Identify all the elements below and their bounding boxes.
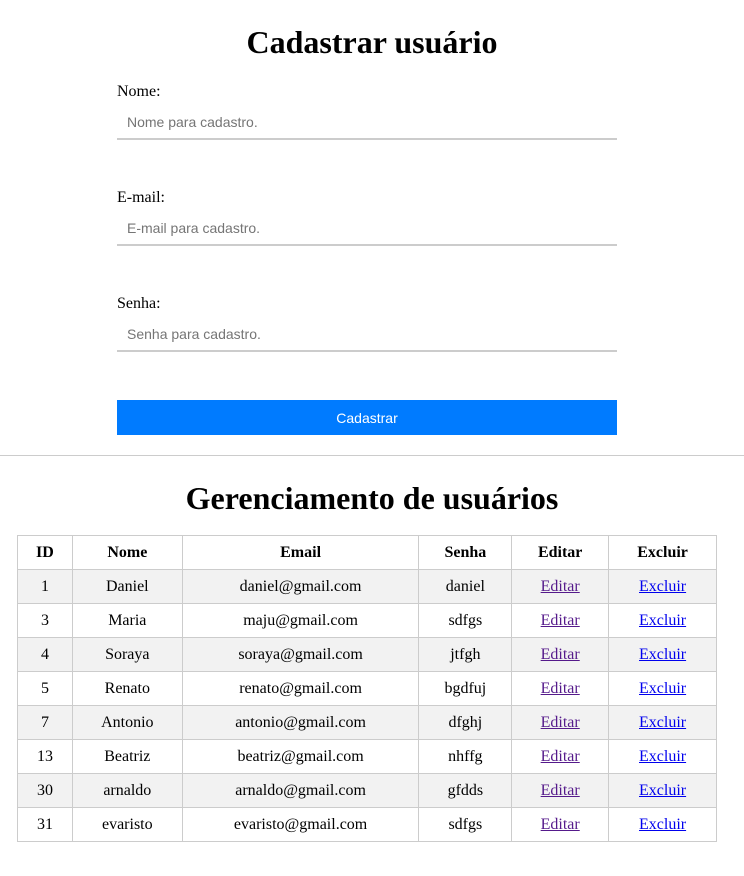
cell-email: maju@gmail.com: [182, 604, 419, 638]
cell-edit: [512, 570, 609, 604]
edit-link[interactable]: Editar: [540, 611, 580, 629]
cell-email: daniel@gmail.com: [182, 570, 419, 604]
cell-password: dfghj: [419, 706, 512, 740]
cell-email: evaristo@gmail.com: [182, 808, 419, 842]
cell-id: 7: [18, 706, 73, 740]
column-header-edit: Editar: [512, 536, 609, 570]
cell-password: sdfgs: [419, 604, 512, 638]
cell-edit: [512, 706, 609, 740]
cell-edit: [512, 638, 609, 672]
table-header-row: [18, 536, 717, 570]
delete-link[interactable]: Excluir: [639, 645, 687, 663]
column-header-name: Nome: [72, 536, 182, 570]
cell-delete: [609, 570, 717, 604]
cell-name: Renato: [72, 672, 182, 706]
cell-edit: [512, 740, 609, 774]
column-header-email: Email: [182, 536, 419, 570]
cell-id: 1: [18, 570, 73, 604]
cell-delete: [609, 774, 717, 808]
edit-link[interactable]: Editar: [540, 815, 580, 833]
table-row: [18, 638, 717, 672]
cell-id: 3: [18, 604, 73, 638]
cell-id: 4: [18, 638, 73, 672]
cell-password: daniel: [419, 570, 512, 604]
table-row: [18, 706, 717, 740]
cell-name: evaristo: [72, 808, 182, 842]
delete-link[interactable]: Excluir: [639, 679, 687, 697]
cell-edit: [512, 808, 609, 842]
cell-name: arnaldo: [72, 774, 182, 808]
cell-delete: [609, 672, 717, 706]
cell-name: Daniel: [72, 570, 182, 604]
email-label: E-mail:: [117, 189, 165, 206]
cell-delete: [609, 638, 717, 672]
delete-link[interactable]: Excluir: [639, 611, 687, 629]
users-table: [17, 535, 717, 842]
password-input[interactable]: [117, 318, 617, 352]
table-row: [18, 570, 717, 604]
password-label: Senha:: [117, 295, 161, 312]
table-row: [18, 672, 717, 706]
column-header-id: ID: [18, 536, 73, 570]
cell-edit: [512, 672, 609, 706]
delete-link[interactable]: Excluir: [639, 577, 687, 595]
cell-password: gfdds: [419, 774, 512, 808]
column-header-delete: Excluir: [609, 536, 717, 570]
cell-name: Soraya: [72, 638, 182, 672]
name-input[interactable]: [117, 106, 617, 140]
name-label: Nome:: [117, 83, 161, 100]
edit-link[interactable]: Editar: [540, 781, 580, 799]
cell-id: 5: [18, 672, 73, 706]
cell-edit: [512, 774, 609, 808]
edit-link[interactable]: Editar: [540, 713, 580, 731]
cell-password: bgdfuj: [419, 672, 512, 706]
table-row: [18, 740, 717, 774]
cell-email: soraya@gmail.com: [182, 638, 419, 672]
table-row: [18, 808, 717, 842]
cell-password: jtfgh: [419, 638, 512, 672]
cell-name: Antonio: [72, 706, 182, 740]
section-divider: [0, 455, 744, 456]
edit-link[interactable]: Editar: [540, 747, 580, 765]
edit-link[interactable]: Editar: [540, 679, 580, 697]
cell-id: 31: [18, 808, 73, 842]
email-input[interactable]: [117, 212, 617, 246]
delete-link[interactable]: Excluir: [639, 747, 687, 765]
cell-delete: [609, 706, 717, 740]
management-title: Gerenciamento de usuários: [185, 480, 559, 516]
cell-delete: [609, 808, 717, 842]
cell-name: Beatriz: [72, 740, 182, 774]
cell-password: sdfgs: [419, 808, 512, 842]
table-row: [18, 774, 717, 808]
table-row: [18, 604, 717, 638]
cell-id: 30: [18, 774, 73, 808]
delete-link[interactable]: Excluir: [639, 815, 687, 833]
name-field-group: [117, 82, 617, 140]
edit-link[interactable]: Editar: [540, 577, 580, 595]
cell-name: Maria: [72, 604, 182, 638]
register-button[interactable]: Cadastrar: [117, 400, 617, 435]
password-field-group: [117, 294, 617, 352]
cell-id: 13: [18, 740, 73, 774]
email-field-group: [117, 188, 617, 246]
cell-delete: [609, 604, 717, 638]
column-header-password: Senha: [419, 536, 512, 570]
form-title: Cadastrar usuário: [246, 24, 498, 60]
delete-link[interactable]: Excluir: [639, 713, 687, 731]
cell-email: renato@gmail.com: [182, 672, 419, 706]
edit-link[interactable]: Editar: [540, 645, 580, 663]
cell-password: nhffg: [419, 740, 512, 774]
cell-delete: [609, 740, 717, 774]
cell-email: beatriz@gmail.com: [182, 740, 419, 774]
cell-email: antonio@gmail.com: [182, 706, 419, 740]
cell-email: arnaldo@gmail.com: [182, 774, 419, 808]
cell-edit: [512, 604, 609, 638]
delete-link[interactable]: Excluir: [639, 781, 687, 799]
